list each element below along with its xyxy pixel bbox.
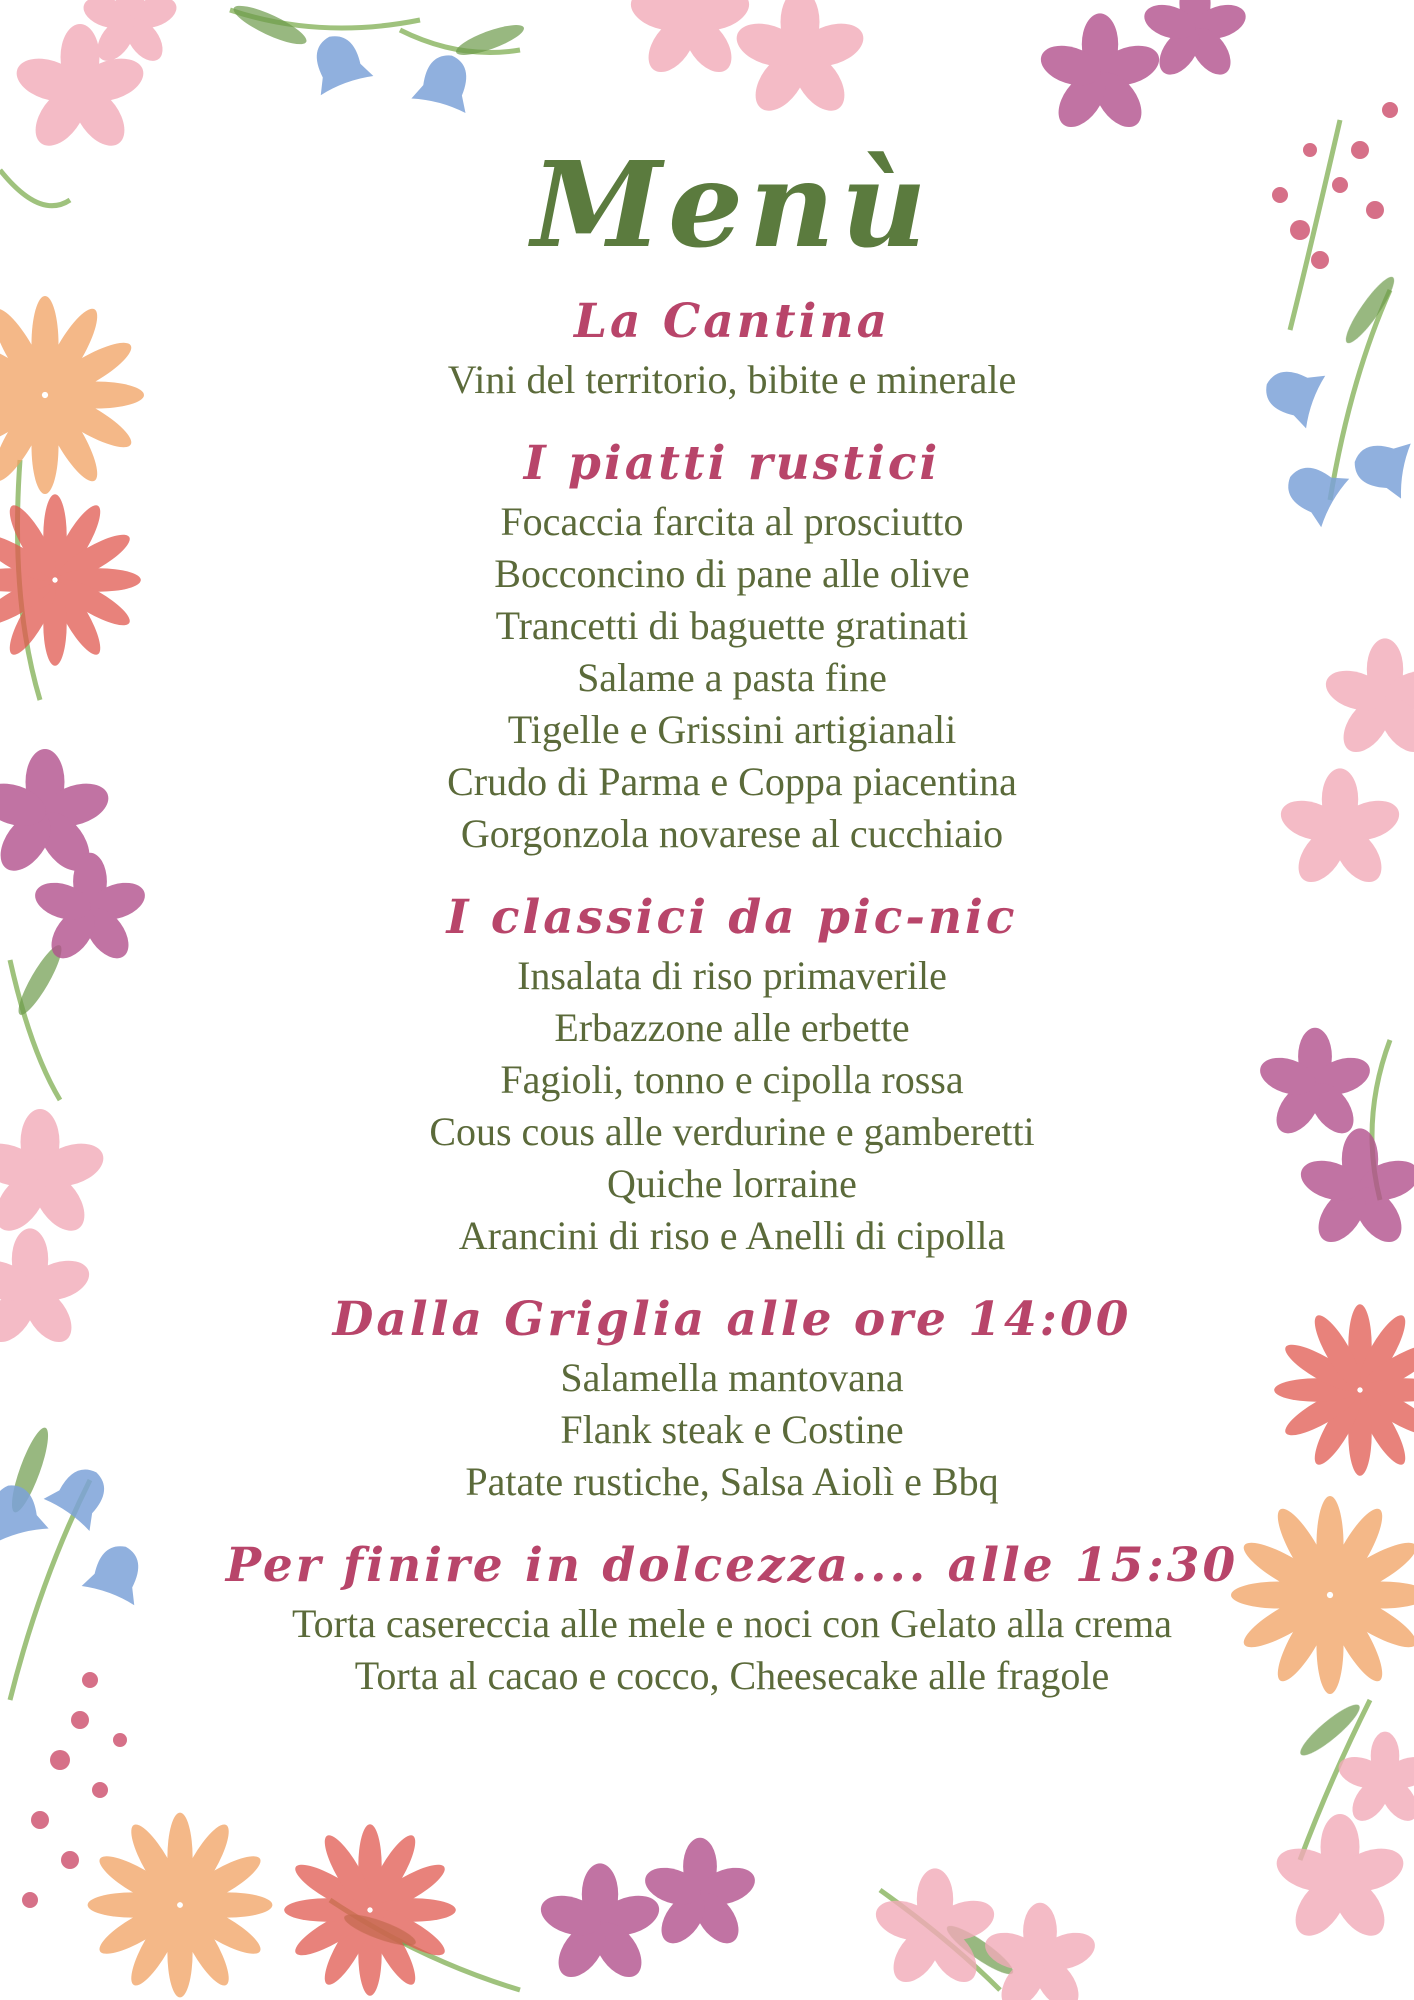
menu-item: Torta al cacao e cocco, Cheesecake alle fragole: [354, 1653, 1110, 1698]
section-items: [200, 950, 1264, 1262]
section-heading: Per finire in dolcezza.... alle 15:30: [225, 1538, 1239, 1593]
menu-item: Trancetti di baguette gratinati: [495, 603, 969, 648]
menu-item: Bocconcino di pane alle olive: [494, 551, 970, 596]
menu-item: Insalata di riso primaverile: [517, 953, 947, 998]
menu-section-piatti-rustici: [200, 432, 1264, 860]
menu-section-dolcezza: [200, 1534, 1264, 1702]
section-items: [200, 496, 1264, 860]
section-heading: I piatti rustici: [523, 436, 941, 491]
menu-item: Vini del territorio, bibite e minerale: [447, 357, 1017, 402]
menu-item: Fagioli, tonno e cipolla rossa: [500, 1057, 964, 1102]
menu-title: Menù: [531, 135, 933, 274]
section-items: [200, 1598, 1264, 1702]
section-items: [200, 1352, 1264, 1508]
menu-item: Tigelle e Grissini artigianali: [507, 707, 957, 752]
menu-item: Flank steak e Costine: [560, 1407, 904, 1452]
menu-item: Quiche lorraine: [607, 1161, 857, 1206]
menu-item: Erbazzone alle erbette: [554, 1005, 910, 1050]
menu-section-griglia: [200, 1288, 1264, 1508]
section-heading: La Cantina: [573, 294, 891, 349]
menu-item: Patate rustiche, Salsa Aiolì e Bbq: [465, 1459, 999, 1504]
menu-section-cantina: [200, 290, 1264, 406]
section-heading: Dalla Griglia alle ore 14:00: [332, 1292, 1132, 1347]
menu-content: [200, 130, 1264, 1728]
section-items: [200, 354, 1264, 406]
menu-item: Torta casereccia alle mele e noci con Gelato alla crema: [292, 1601, 1172, 1646]
menu-item: Focaccia farcita al prosciutto: [500, 499, 964, 544]
menu-section-classici-pic-nic: [200, 886, 1264, 1262]
menu-item: Salamella mantovana: [560, 1355, 904, 1400]
menu-item: Salame a pasta fine: [577, 655, 887, 700]
menu-item: Gorgonzola novarese al cucchiaio: [460, 811, 1004, 856]
menu-item: Crudo di Parma e Coppa piacentina: [447, 759, 1017, 804]
menu-item: Cous cous alle verdurine e gamberetti: [429, 1109, 1035, 1154]
menu-item: Arancini di riso e Anelli di cipolla: [458, 1213, 1006, 1258]
section-heading: I classici da pic-nic: [446, 890, 1018, 945]
